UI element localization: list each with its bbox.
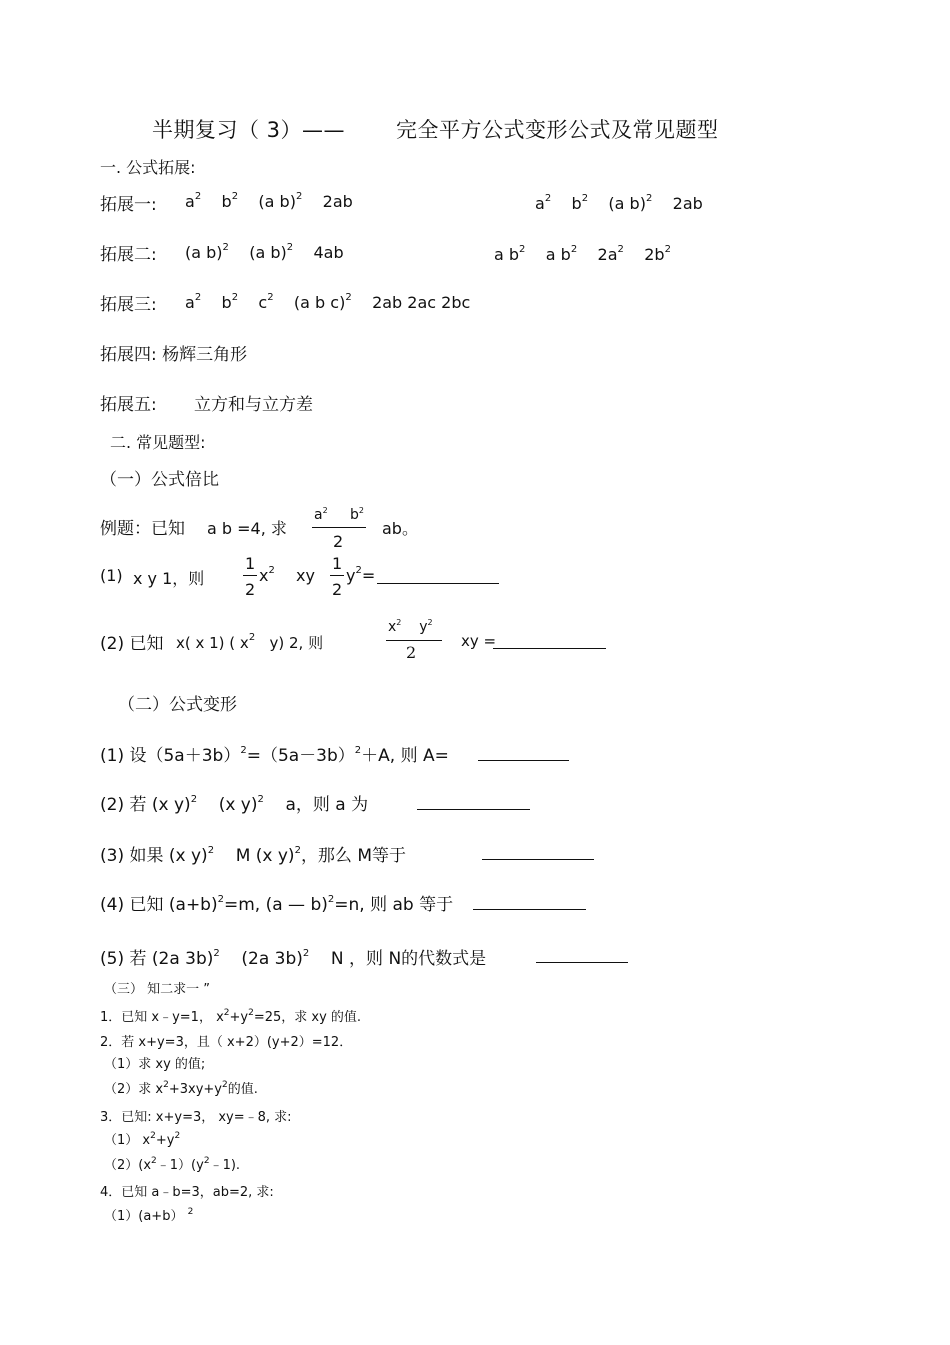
p1q2-tail: xy = <box>461 632 497 650</box>
example-frac-numerator: $a^2$ $b^2$ <box>314 506 364 523</box>
ext5-label: 拓展五: <box>100 395 157 415</box>
p1q2-frac-bar <box>386 640 442 641</box>
p1q1-y2: $y^2=$ <box>346 565 376 585</box>
p2q2-answer-blank[interactable] <box>417 809 530 810</box>
p3-item1: 1．已知 x﹣y=1， $x^2+y^2=25$，求 xy 的值. <box>100 1008 362 1025</box>
part1-heading: （一）公式倍比 <box>100 470 219 490</box>
p3-item4: 4．已知 a﹣b=3，ab=2, 求: <box>100 1185 274 1200</box>
p1q1-frac2-den: 2 <box>332 580 343 599</box>
p3-item3a: （1） $x^2+y^2$ <box>104 1131 181 1148</box>
ext2-formula-left: (a b)$^2$ (a b)$^2$ 4ab <box>185 242 344 262</box>
example-cond: a b =4, 求 <box>207 519 287 538</box>
p3-item2a: （1）求 xy 的值; <box>104 1057 206 1072</box>
p1q1-prefix: (1) <box>100 566 123 585</box>
p1q1-cond: x y 1，则 <box>133 569 205 588</box>
example-frac-denominator: 2 <box>333 532 344 551</box>
p1q2-frac-den: 2 <box>406 643 417 662</box>
p2q5-answer-blank[interactable] <box>536 962 628 963</box>
p2q3-answer-blank[interactable] <box>482 859 594 860</box>
page-title-right: 完全平方公式变形公式及常见题型 <box>396 118 719 142</box>
p2q4-answer-blank[interactable] <box>473 909 586 910</box>
p2q1: (1) 设$(5a+3b)^2=(5a-3b)^2+A$, 则 A= <box>100 745 449 766</box>
p1q1-x2: $x^2$ <box>259 565 275 585</box>
p2q4: (4) 已知 $(a+b)^2=m$, (a — b)$^2$=n, 则 ab 等于 <box>100 894 454 915</box>
page-title-left: 半期复习（ 3）—— <box>152 118 346 142</box>
ext3-label: 拓展三: <box>100 295 157 315</box>
p1q1-frac1-bar <box>243 575 257 576</box>
ext3-formula: $a^2$ $b^2$ $c^2$ (a b c)$^2$ 2ab 2ac 2bc <box>185 292 471 312</box>
p1q1-frac1-den: 2 <box>245 580 256 599</box>
p2q5: (5) 若 (2a 3b)$^2$ (2a 3b)$^2$ N ，则 N的代数式是 <box>100 948 487 969</box>
ext2-label: 拓展二: <box>100 245 157 265</box>
p2q3: (3) 如果 (x y)$^2$ M (x y)$^2$，那么 M等于 <box>100 845 407 866</box>
p1q2-frac-num: $x^2$ $y^2$ <box>388 618 433 635</box>
example-tail: ab。 <box>382 519 418 538</box>
ext1-label: 拓展一: <box>100 195 157 215</box>
ext1-formula-left: $a^2$ $b^2$ (a b)$^2$ 2ab <box>185 191 353 211</box>
example-frac-bar <box>312 527 366 528</box>
ext4-label: 拓展四: 杨辉三角形 <box>100 345 248 365</box>
ext1-formula-right: $a^2$ $b^2$ (a b)$^2$ 2ab <box>535 193 703 213</box>
example-prefix: 例题：已知 <box>100 519 185 539</box>
ext5-text: 立方和与立方差 <box>194 395 313 415</box>
p1q2-cond: x( x 1) ( $x^2$ y) 2, 则 <box>176 632 324 652</box>
p1q1-frac2-bar <box>330 575 344 576</box>
ext2-formula-right: a $b^2$ a $b^2$ $2a^2$ $2b^2$ <box>494 244 671 264</box>
section2-heading: 二. 常见题型: <box>110 433 206 452</box>
p3-item2b: （2）求 $x^2+3xy+y^2$的值. <box>104 1080 258 1097</box>
part2-heading: （二）公式变形 <box>118 695 237 715</box>
p1q2-prefix: (2) 已知 <box>100 634 164 654</box>
p1q1-frac1-num: 1 <box>245 554 256 573</box>
p3-item4a: （1）(a+b） $^2$ <box>104 1207 194 1224</box>
p2q1-answer-blank[interactable] <box>478 760 569 761</box>
p3-item3b: $(2)(x^2﹣1)(y^2﹣1)$. <box>104 1156 241 1173</box>
p1q1-xy: xy <box>296 566 315 585</box>
p1q2-answer-blank[interactable] <box>493 648 606 649</box>
section1-heading: 一. 公式拓展: <box>100 158 196 177</box>
p1q1-frac2-num: 1 <box>332 554 343 573</box>
p3-item2: 2．若 x+y=3，且（ x+2）(y+2）=12． <box>100 1035 353 1050</box>
p1q1-answer-blank[interactable] <box>377 583 499 584</box>
p2q2: (2) 若 (x y)$^2$ (x y)$^2$ a，则 a 为 <box>100 794 369 815</box>
part3-heading: （三） 知二求一 ” <box>104 982 210 997</box>
p3-item3: 3．已知: x+y=3， xy=﹣8, 求: <box>100 1110 292 1125</box>
